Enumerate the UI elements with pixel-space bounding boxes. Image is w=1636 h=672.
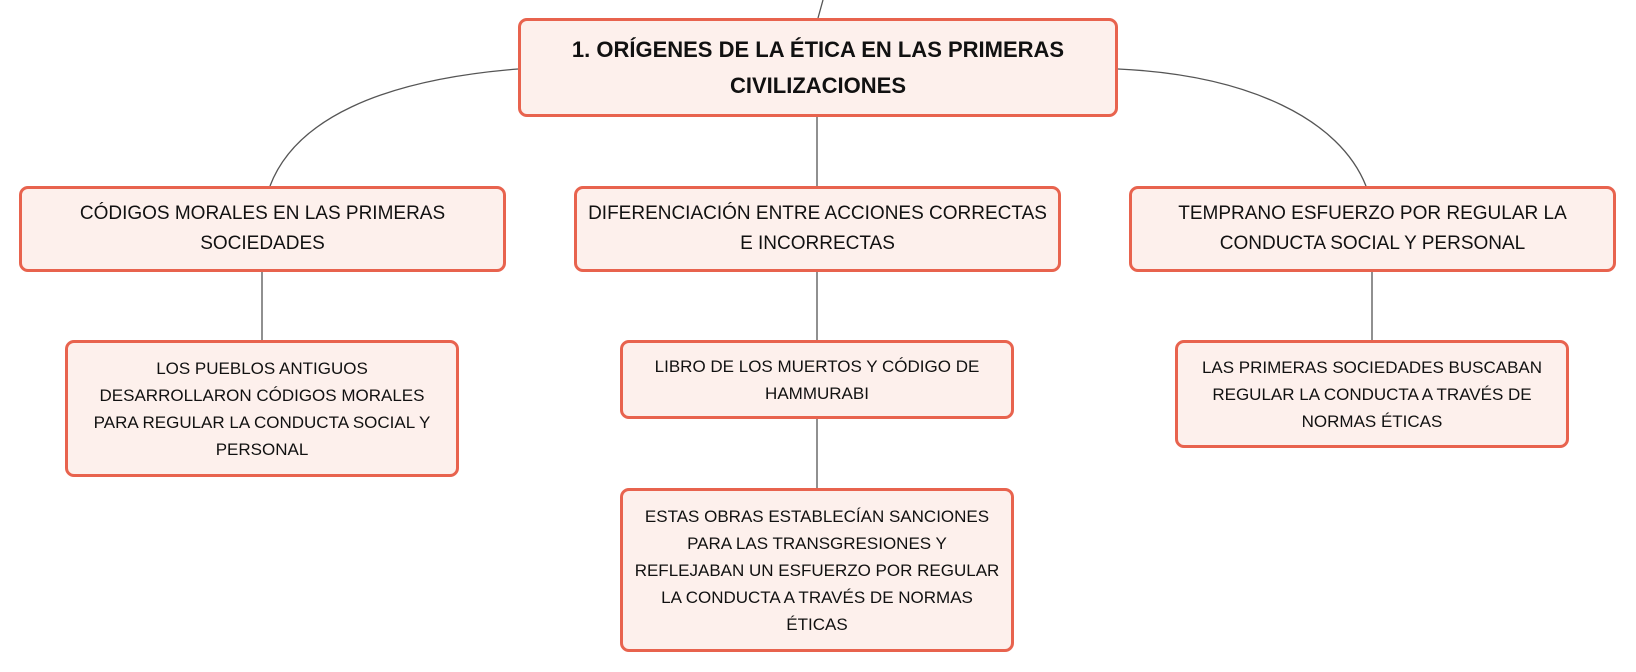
root-topic[interactable] bbox=[518, 18, 1118, 117]
subtopic-label: ESTAS OBRAS ESTABLECÍAN SANCIONES PARA LAS TRANSGRESIONES Y REFLEJABAN UN ESFUERZO POR REGULAR LA CONDUCTA A TRAVÉS DE NORMAS ÉTICAS bbox=[634, 506, 1000, 634]
connector-root-to-left-branch bbox=[270, 69, 518, 186]
branch-label: TEMPRANO ESFUERZO POR REGULAR LA CONDUCTA SOCIAL Y PERSONAL bbox=[1178, 203, 1567, 254]
subtopic-pueblos-antiguos[interactable] bbox=[65, 340, 459, 477]
subtopic-label: LOS PUEBLOS ANTIGUOS DESARROLLARON CÓDIGOS MORALES PARA REGULAR LA CONDUCTA SOCIAL Y PERSONAL bbox=[93, 358, 431, 459]
root-topic-label: 1. ORÍGENES DE LA ÉTICA EN LAS PRIMERAS CIVILIZACIONES bbox=[571, 36, 1065, 98]
subtopic-libro-muertos[interactable] bbox=[620, 340, 1014, 419]
branch-codigos-morales[interactable] bbox=[19, 186, 506, 272]
branch-diferenciacion[interactable] bbox=[574, 186, 1061, 272]
subtopic-label: LIBRO DE LOS MUERTOS Y CÓDIGO DE HAMMURABI bbox=[654, 356, 980, 403]
subtopic-primeras-sociedades[interactable] bbox=[1175, 340, 1569, 448]
branch-label: CÓDIGOS MORALES EN LAS PRIMERAS SOCIEDADES bbox=[79, 203, 446, 254]
connector-root-to-right-branch bbox=[1118, 69, 1366, 186]
branch-temprano-esfuerzo[interactable] bbox=[1129, 186, 1616, 272]
subtopic-estas-obras[interactable] bbox=[620, 488, 1014, 652]
branch-label: DIFERENCIACIÓN ENTRE ACCIONES CORRECTAS E INCORRECTAS bbox=[588, 203, 1047, 254]
connector-parent-to-root bbox=[818, 0, 823, 18]
subtopic-label: LAS PRIMERAS SOCIEDADES BUSCABAN REGULAR LA CONDUCTA A TRAVÉS DE NORMAS ÉTICAS bbox=[1201, 357, 1543, 431]
